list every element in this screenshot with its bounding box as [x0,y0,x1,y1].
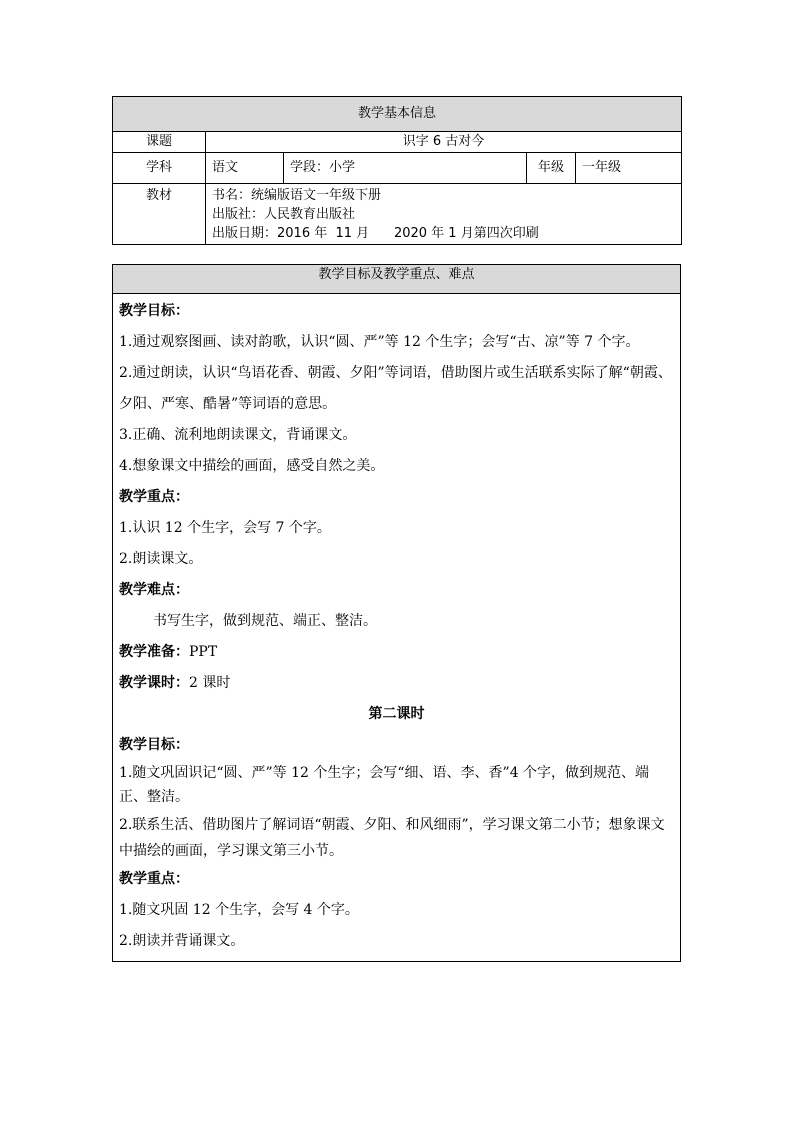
prep-line [119,637,674,668]
objective-item: 1.通过观察图画、读对韵歌，认识“圆、严”等 12 个生字；会写“古、凉”等 7 个字。 [119,334,640,350]
book-name: 书名：统编版语文一年级下册 [212,188,382,203]
objective-item: 4.想象课文中描绘的画面，感受自然之美。 [119,458,385,474]
key-point-item: 2.朗读课文。 [119,551,203,567]
prep-label: 教学准备： [119,644,189,660]
second-objectives-title: 教学目标： [119,737,189,753]
objective-item: 2.通过朗读，认识“鸟语花香、朝霞、夕阳”等词语，借助图片或生活联系实际了解“朝霞、夕阳、严寒、酷暑”等词语的意思。 [119,365,672,412]
second-objective-item: 2.联系生活、借助图片了解词语“朝霞、夕阳、和风细雨”，学习课文第二小节；想象课文中描绘的画面，学习课文第三小节。 [119,817,665,859]
basic-info-table [112,96,682,245]
hours-label: 教学课时： [119,675,189,691]
topic-label: 课题 [113,132,206,153]
goals-header: 教学目标及教学重点、难点 [113,265,681,294]
topic-value: 识字 6 古对今 [206,132,682,153]
hours-value: 2 课时 [189,675,231,691]
objective-item: 3.正确、流利地朗读课文，背诵课文。 [119,427,357,443]
second-objective-item: 1.随文巩固识记“圆、严”等 12 个生字；会写“细、语、李、香”4 个字，做到规范、端正、整洁。 [119,765,650,805]
prep-value: PPT [189,644,218,660]
grade-value: 一年级 [576,153,682,184]
publisher: 出版社：人民教育出版社 [212,207,356,222]
publish-date: 出版日期：2016 年 11 月 2020 年 1 月第四次印刷 [212,226,539,241]
subject-label: 学科 [113,153,206,184]
goals-body [113,294,681,962]
subject-value: 语文 [206,153,284,184]
textbook-label: 教材 [113,184,206,245]
second-key-point-item: 1.随文巩固 12 个生字，会写 4 个字。 [119,902,359,918]
second-lesson-title: 第二课时 [368,706,425,722]
second-key-point-item: 2.朗读并背诵课文。 [119,933,245,949]
difficulty-title: 教学难点： [119,582,189,598]
difficulty-text: 书写生字，做到规范、端正、整洁。 [153,613,377,629]
key-point-item: 1.认识 12 个生字，会写 7 个字。 [119,520,331,536]
second-key-points-title: 教学重点： [119,871,189,887]
stage-value: 学段：小学 [284,153,527,184]
goals-table [112,264,681,962]
objectives-title: 教学目标： [119,303,189,319]
hours-line [119,668,674,699]
key-points-title: 教学重点： [119,489,189,505]
textbook-details [206,184,682,245]
grade-label: 年级 [527,153,576,184]
basic-info-header: 教学基本信息 [113,97,682,132]
